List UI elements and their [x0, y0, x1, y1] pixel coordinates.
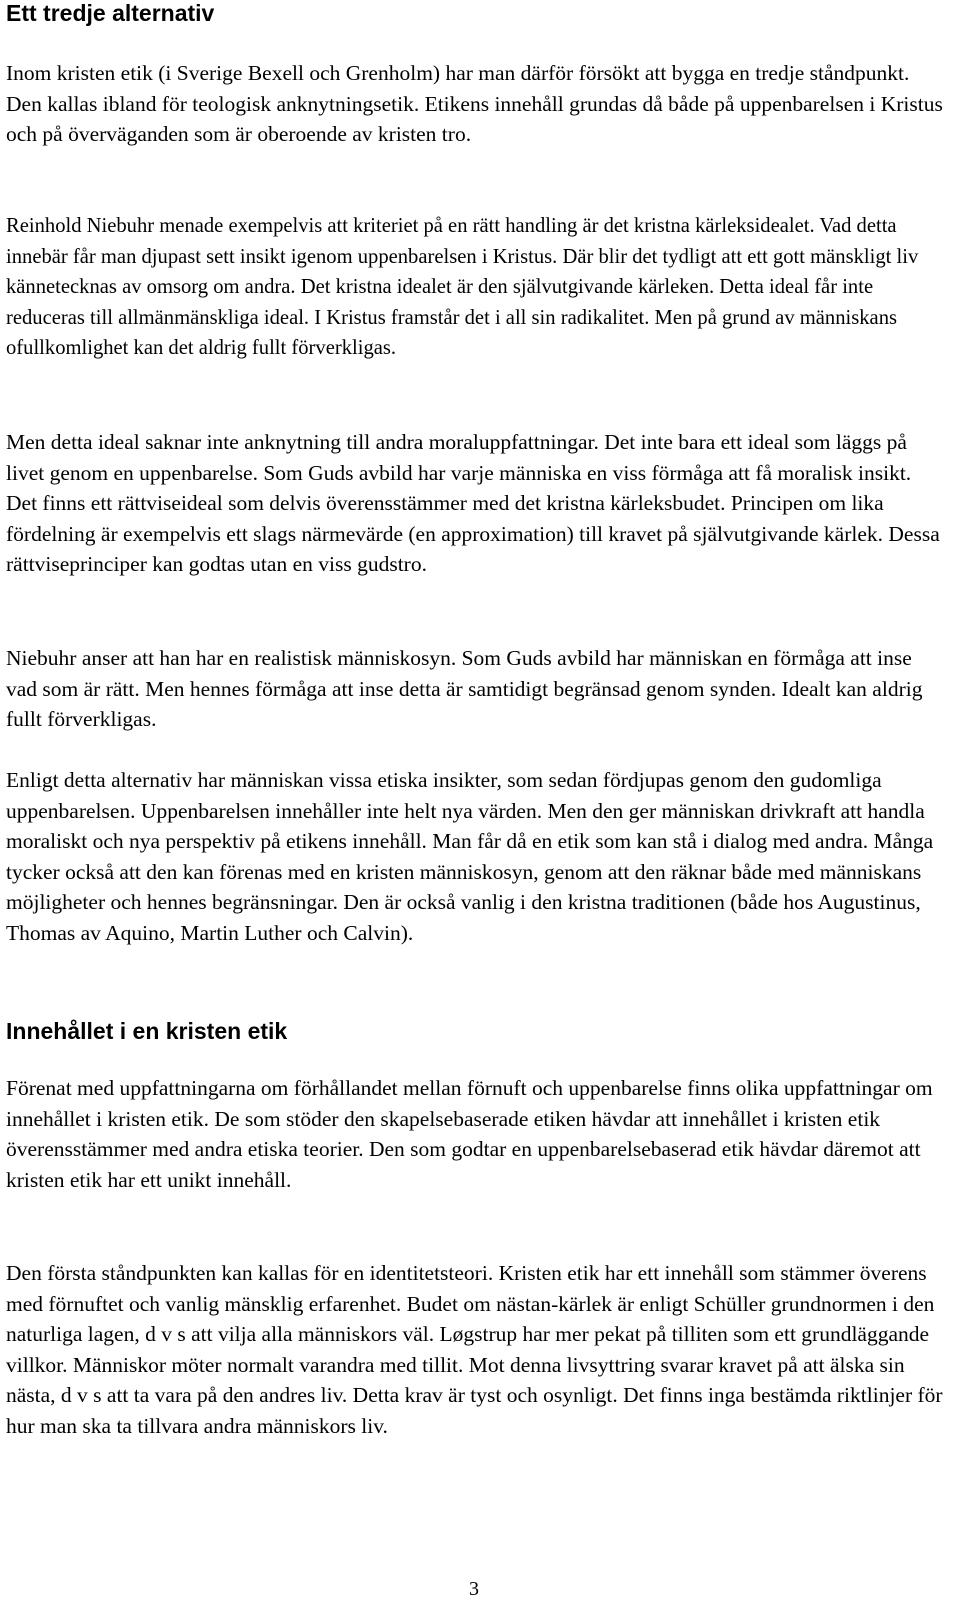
section-heading: Innehållet i en kristen etik	[6, 1018, 288, 1044]
paragraph: Den första ståndpunkten kan kallas för en identitetsteori. Kristen etik har ett innehåll som stämmer överens med förnuftet och vanlig mänsklig erfarenhet. Budet om nästan-kärlek är enligt Schüller grundnormen i den naturliga lagen, d v s att vilja alla människors väl. Løgstrup har mer pekat på tilliten som ett grundläggande villkor. Människor möter normalt varandra med tillit. Mot denna livsyttring svarar kravet på att älska sin nästa, d v s att ta vara på den andres liv. Detta krav är tyst och osynligt. Det finns inga bestämda riktlinjer för hur man ska ta tillvara andra människors liv.	[6, 1261, 943, 1438]
paragraph: Men detta ideal saknar inte anknytning till andra moraluppfattningar. Det inte bara ett ideal som läggs på livet genom en uppenbarelse. Som Guds avbild har varje människa en viss förmåga att få moralisk insikt. Det finns ett rättviseideal som delvis överensstämmer med det kristna kärleksbudet. Principen om lika fördelning är exempelvis ett slags närmevärde (en approximation) till kravet på självutgivande kärlek. Dessa rättviseprinciper kan godtas utan en viss gudstro.	[6, 430, 940, 576]
section-heading: Ett tredje alternativ	[6, 0, 215, 26]
paragraph: Niebuhr anser att han har en realistisk människosyn. Som Guds avbild har människan en förmåga att inse vad som är rätt. Men hennes förmåga att inse detta är samtidigt begränsad genom synden. Idealt kan aldrig fullt förverkligas.	[6, 646, 923, 731]
paragraph: Enligt detta alternativ har människan vissa etiska insikter, som sedan fördjupas genom den gudomliga uppenbarelsen. Uppenbarelsen innehåller inte helt nya värden. Men den ger människan drivkraft att handla moraliskt och nya perspektiv på etikens innehåll. Man får då en etik som kan stå i dialog med andra. Många tycker också att den kan förenas med en kristen människosyn, genom att den räknar både med människans möjligheter och hennes begränsningar. Den är också vanlig i den kristna traditionen (både hos Augustinus, Thomas av Aquino, Martin Luther och Calvin).	[6, 768, 934, 945]
paragraph: Förenat med uppfattningarna om förhållandet mellan förnuft och uppenbarelse finns olika uppfattningar om innehållet i kristen etik. De som stöder den skapelsebaserade etiken hävdar att innehållet i kristen etik överensstämmer med andra etiska teorier. Den som godtar en uppenbarelsebaserad etik hävdar däremot att kristen etik har ett unikt innehåll.	[6, 1076, 933, 1192]
paragraph: Inom kristen etik (i Sverige Bexell och Grenholm) har man därför försökt att bygga en tredje ståndpunkt. Den kallas ibland för teologisk anknytningsetik. Etikens innehåll grundas då både på uppenbarelsen i Kristus och på överväganden som är oberoende av kristen tro.	[6, 61, 943, 146]
page-number: 3	[469, 1578, 479, 1600]
paragraph: Reinhold Niebuhr menade exempelvis att kriteriet på en rätt handling är det kristna kärleksidealet. Vad detta innebär får man djupast sett insikt igenom uppenbarelsen i Kristus. Där blir det tydligt att ett gott mänskligt liv kännetecknas av omsorg om andra. Det kristna idealet är den självutgivande kärleken. Detta ideal får inte reduceras till allmänmänskliga ideal. I Kristus framstår det i all sin radikalitet. Men på grund av människans ofullkomlighet kan det aldrig fullt förverkligas.	[6, 215, 919, 359]
